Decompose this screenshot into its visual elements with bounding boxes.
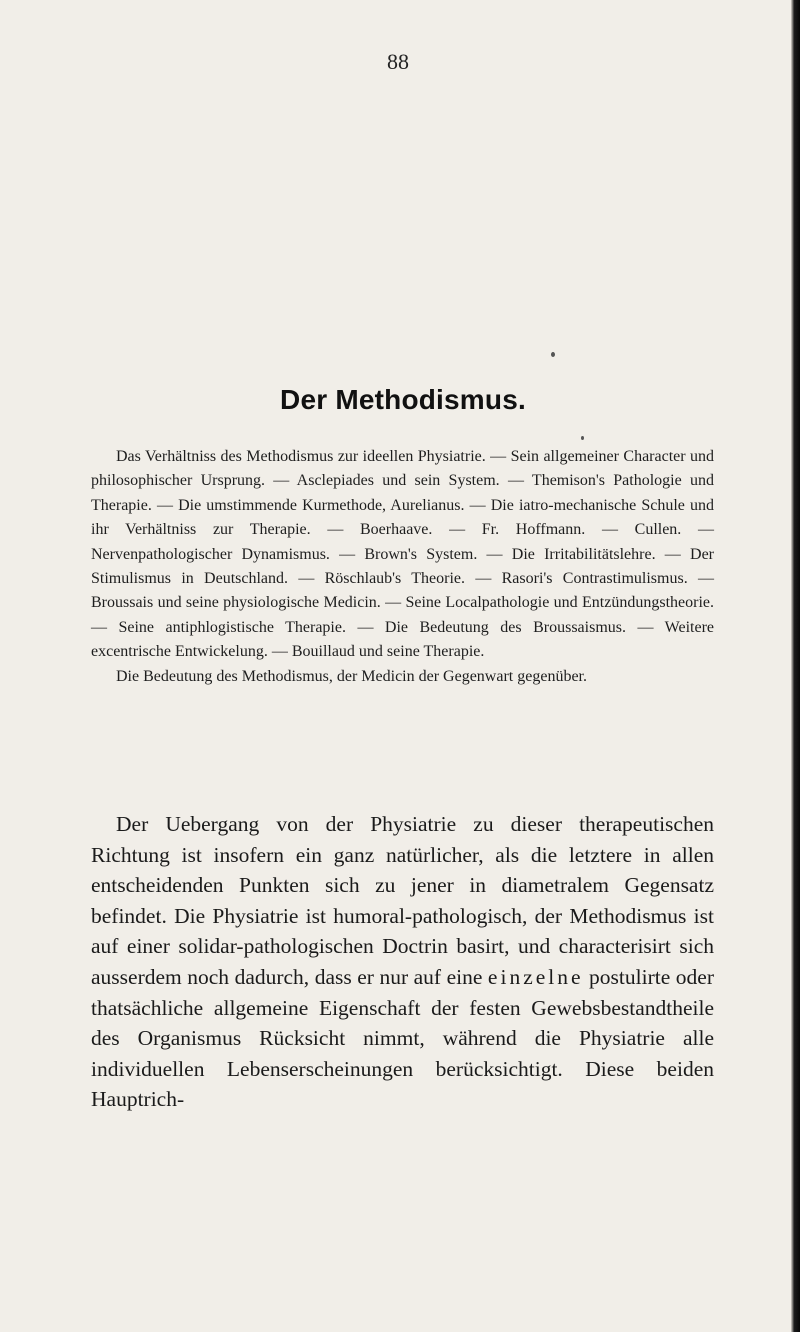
page-number: 88	[387, 49, 409, 74]
page-edge-shadow	[791, 0, 800, 1332]
summary-paragraph: Das Verhältniss des Methodismus zur ideellen Physiatrie. — Sein allgemeiner Character und philosophischer Ursprung. — Asclepiades und sein System. — Themison's Pathologie und Therapie. — Die umstimmende Kurmethode, Aurelianus. — Die iatro-mechanische Schule und ihr Verhältniss zur Therapie. — Boerhaave. — Fr. Hoffmann. — Cullen. — Nervenpathologischer Dynamismus. — Brown's System. — Die Irritabilitätslehre. — Der Stimulismus in Deutschland. — Röschlaub's Theorie. — Rasori's Contrastimulismus. — Broussais und seine physiologische Medicin. — Seine Localpathologie und Entzündungstheorie. — Seine antiphlogistische Therapie. — Die Bedeutung des Broussaismus. — Weitere excentrische Entwickelung. — Bouillaud und seine Therapie.	[91, 448, 714, 661]
summary-paragraph: Die Bedeutung des Methodismus, der Medicin der Gegenwart gegenüber.	[116, 667, 587, 685]
body-paragraph	[91, 809, 714, 1115]
emphasized-word: einzelne	[487, 964, 584, 989]
main-text	[91, 809, 714, 1115]
body-text-part: postulirte oder thatsächliche allgemeine Eigenschaft der festen Gewebsbestandtheile des Organismus Rücksicht nimmt, während die Physiatrie alle individuellen Lebenserscheinungen berücksichtigt. Diese beiden Hauptrich-	[91, 964, 714, 1112]
chapter-summary	[91, 445, 714, 689]
body-text-part: Der Uebergang von der Physiatrie zu dieser therapeutischen Richtung ist insofern ein ganz natürlicher, als die letztere in allen entscheidenden Punkten sich zu jener in diametralem Gegensatz befindet. Die Physiatrie ist humoral-pathologisch, der Methodismus ist auf einer solidar-pathologischen Doctrin basirt, und characterisirt sich ausserdem noch dadurch, dass er nur auf eine	[91, 812, 714, 989]
ink-speck	[581, 436, 584, 440]
ink-speck	[551, 352, 555, 357]
chapter-title: Der Methodismus.	[280, 384, 526, 415]
